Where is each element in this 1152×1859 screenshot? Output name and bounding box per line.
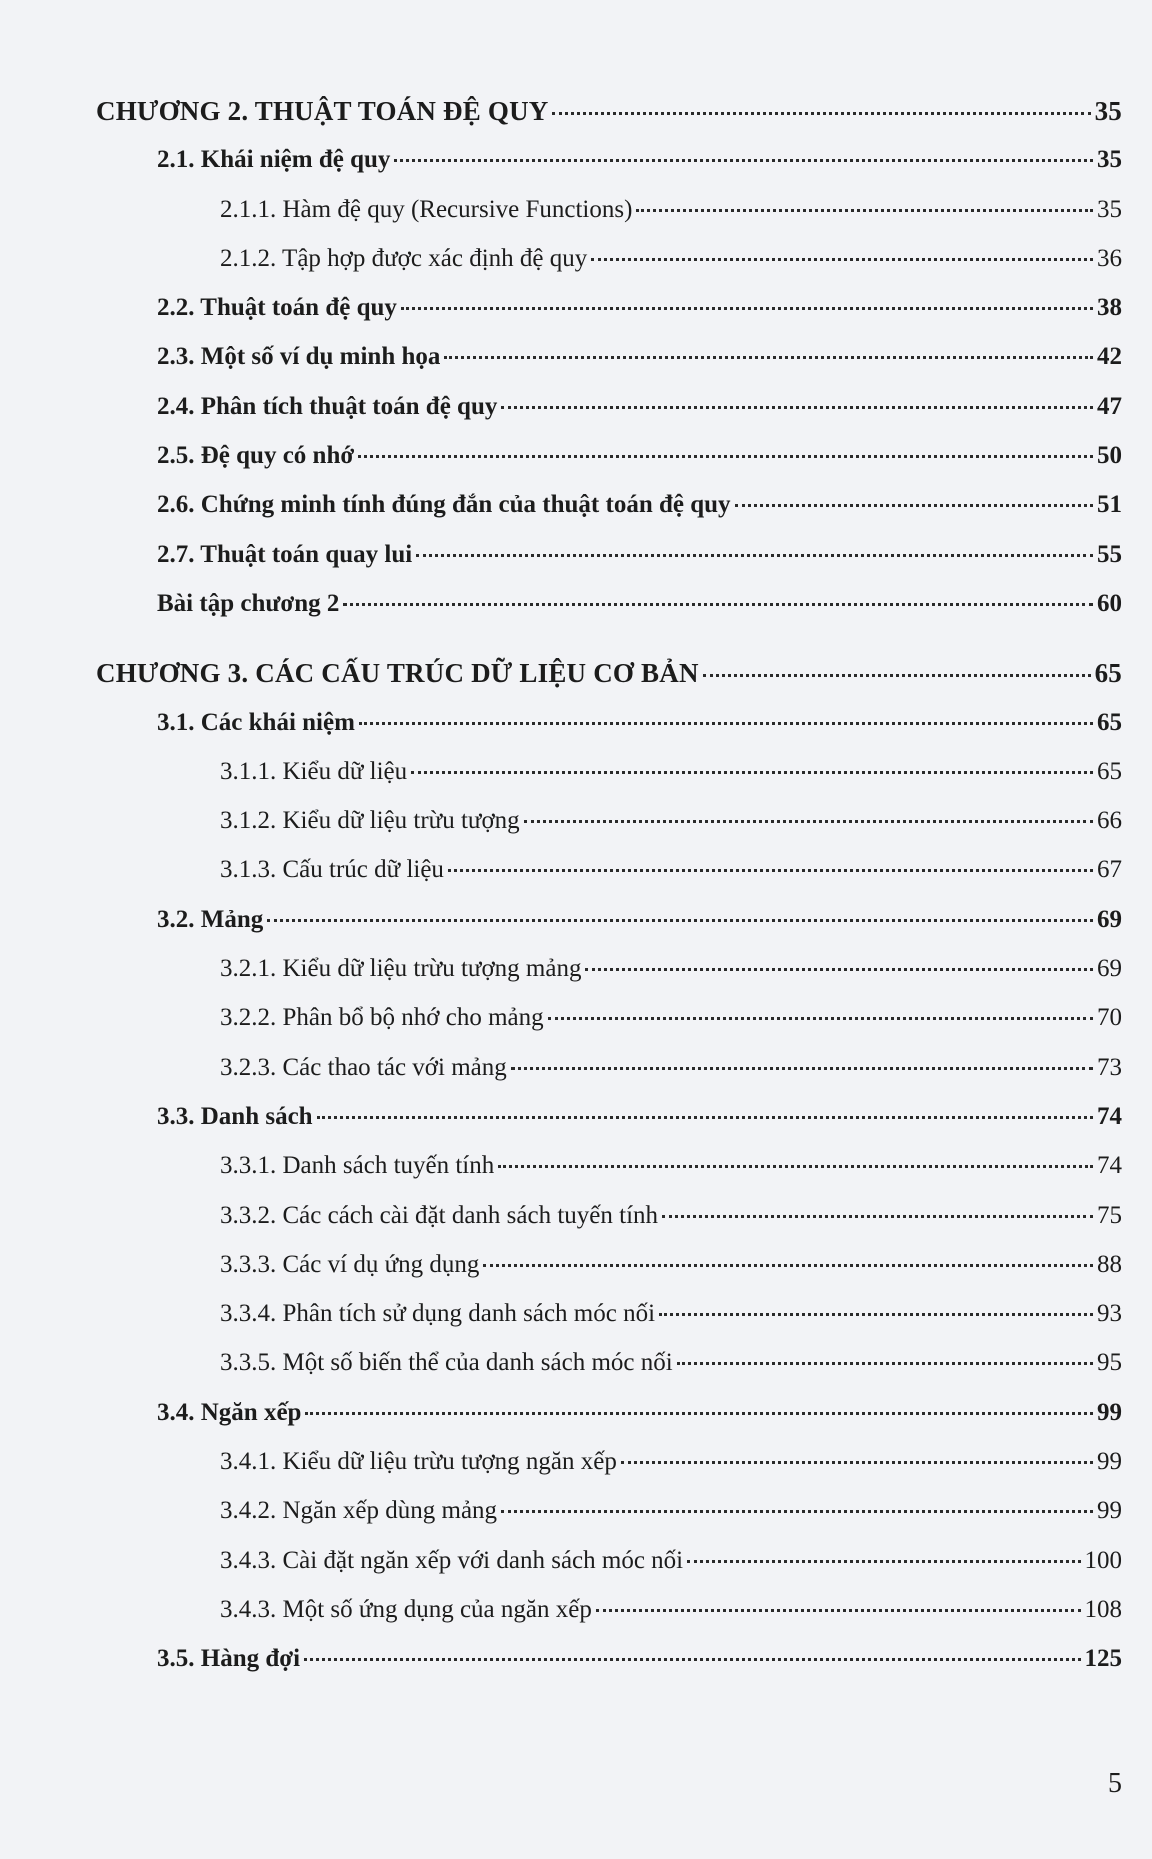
dot-leader [511,1067,1093,1070]
dot-leader [305,1412,1093,1415]
toc-entry-title: 3.3.4. Phân tích sử dụng danh sách móc nối [220,1300,656,1328]
toc-entry-page: 47 [1097,392,1122,420]
toc-entry-subsection [0,1496,1152,1545]
toc-entry-section [0,342,1152,391]
toc-entry-title: 3.1.2. Kiểu dữ liệu trừu tượng [220,807,520,835]
dot-leader [687,1560,1080,1563]
dot-leader [591,258,1093,261]
dot-leader [267,919,1093,922]
dot-leader [501,1510,1093,1513]
toc-entry-title: CHƯƠNG 3. CÁC CẤU TRÚC DỮ LIỆU CƠ BẢN [96,658,699,689]
toc-entry-subsection [0,1003,1152,1052]
toc-entry-subsection [0,1595,1152,1644]
toc-entry-section [0,905,1152,954]
toc-entry-page: 35 [1097,146,1122,174]
toc-entry-section [0,1644,1152,1693]
toc-entry-page: 69 [1097,955,1122,983]
toc-entry-page: 66 [1097,807,1122,835]
dot-leader [501,406,1093,409]
dot-leader [304,1658,1080,1661]
toc-entry-page: 65 [1094,658,1122,689]
dot-leader [662,1215,1093,1218]
toc-entry-subsection [0,954,1152,1003]
toc-entry-section [0,293,1152,342]
toc-entry-section [0,708,1152,757]
toc-entry-title: 2.7. Thuật toán quay lui [157,540,413,568]
toc-entry-title: 3.2. Mảng [157,905,264,933]
toc-entry-title: 3.4.1. Kiểu dữ liệu trừu tượng ngăn xếp [220,1448,617,1476]
toc-entry-title: 3.1.1. Kiểu dữ liệu [220,757,408,785]
toc-entry-title: 3.3.1. Danh sách tuyến tính [220,1152,495,1180]
toc-entry-subsection [0,757,1152,806]
toc-entry-page: 73 [1097,1053,1122,1081]
toc-entry-title: 2.1.2. Tập hợp được xác định đệ quy [220,244,588,272]
toc-entry-page: 69 [1097,905,1122,933]
toc-entry-title: 2.1.1. Hàm đệ quy (Recursive Functions) [220,195,633,223]
toc-entry-page: 93 [1097,1300,1122,1328]
toc-entry-section [0,540,1152,589]
toc-entry-subsection [0,1053,1152,1102]
dot-leader [343,603,1093,606]
toc-entry-page: 51 [1097,491,1122,519]
toc-entry-title: 3.5. Hàng đợi [157,1645,301,1673]
toc-entry-title: 3.3. Danh sách [157,1102,313,1130]
toc-entry-page: 35 [1094,96,1122,126]
dot-leader [524,820,1093,823]
toc-entry-page: 55 [1097,540,1122,568]
dot-leader [448,869,1093,872]
toc-entry-page: 108 [1084,1595,1122,1623]
dot-leader [416,554,1093,557]
toc-entry-page: 60 [1097,589,1122,617]
toc-entry-subsection [0,1201,1152,1250]
dot-leader [359,722,1093,725]
toc-entry-page: 38 [1097,294,1122,322]
dot-leader [411,771,1093,774]
dot-leader [394,159,1093,162]
toc-entry-title: 3.2.3. Các thao tác với mảng [220,1053,507,1081]
toc-entry-page: 35 [1097,195,1122,223]
toc-entry-page: 88 [1097,1250,1122,1278]
toc-entry-title: 3.1.3. Cấu trúc dữ liệu [220,856,444,884]
toc-entry-page: 65 [1097,708,1122,736]
dot-leader [703,674,1091,677]
dot-leader [596,1609,1081,1612]
dot-leader [358,455,1093,458]
toc-entry-title: 2.4. Phân tích thuật toán đệ quy [157,392,498,420]
toc-entry-subsection [0,1348,1152,1397]
toc-entry-title: 3.1. Các khái niệm [157,708,355,736]
page-number: 5 [1108,1768,1122,1799]
dot-leader [621,1461,1093,1464]
toc-entry-page: 95 [1097,1349,1122,1377]
dot-leader [636,209,1093,212]
toc-entry-section [0,490,1152,539]
dot-leader [659,1313,1093,1316]
dot-leader [548,1017,1093,1020]
toc-entry-page: 36 [1097,244,1122,272]
toc-entry-page: 67 [1097,856,1122,884]
toc-entry-page: 75 [1097,1201,1122,1229]
toc-entry-page: 74 [1097,1102,1122,1130]
dot-leader [483,1264,1093,1267]
toc-entry-title: 3.3.5. Một số biến thể của danh sách móc nối [220,1349,673,1377]
toc-entry-subsection [0,806,1152,855]
toc-entry-chapter [0,658,1152,707]
dot-leader [585,968,1093,971]
toc-entry-title: 2.3. Một số ví dụ minh họa [157,343,441,371]
toc-entry-title: 3.4.3. Một số ứng dụng của ngăn xếp [220,1595,592,1623]
toc-entry-page: 99 [1097,1398,1122,1426]
toc-entry-title: 3.4.3. Cài đặt ngăn xếp với danh sách móc nối [220,1546,684,1574]
toc-entry-title: 2.5. Đệ quy có nhớ [157,442,355,470]
toc-entry-subsection [0,1546,1152,1595]
dot-leader [498,1165,1093,1168]
toc-entry-subsection [0,244,1152,293]
dot-leader [735,504,1093,507]
dot-leader [317,1116,1093,1119]
toc-entry-page: 100 [1084,1546,1122,1574]
dot-leader [552,112,1090,115]
dot-leader [401,307,1093,310]
toc-entry-title: 3.2.2. Phân bổ bộ nhớ cho mảng [220,1004,544,1032]
toc-entry-title: 3.4.2. Ngăn xếp dùng mảng [220,1497,498,1525]
toc-entry-section [0,1102,1152,1151]
toc-entry-page: 42 [1097,343,1122,371]
toc-entry-title: 3.3.3. Các ví dụ ứng dụng [220,1250,480,1278]
toc-entry-subsection [0,855,1152,904]
toc-entry-title: Bài tập chương 2 [157,589,340,617]
toc-entry-section [0,392,1152,441]
toc-entry-title: 3.4. Ngăn xếp [157,1398,302,1426]
toc-entry-section [0,145,1152,194]
toc-entry-page: 65 [1097,757,1122,785]
toc-entry-subsection [0,1250,1152,1299]
toc-entry-page: 125 [1084,1645,1122,1673]
table-of-contents [0,96,1152,1694]
toc-entry-chapter [0,96,1152,145]
toc-entry-section [0,1398,1152,1447]
toc-entry-title: 2.6. Chứng minh tính đúng đắn của thuật toán đệ quy [157,491,731,519]
dot-leader [677,1362,1093,1365]
toc-entry-title: 3.2.1. Kiểu dữ liệu trừu tượng mảng [220,955,582,983]
toc-entry-subsection [0,1151,1152,1200]
toc-entry-page: 74 [1097,1152,1122,1180]
toc-entry-subsection [0,1299,1152,1348]
dot-leader [444,356,1093,359]
toc-entry-section [0,589,1152,638]
toc-entry-title: 2.1. Khái niệm đệ quy [157,146,391,174]
toc-entry-page: 50 [1097,442,1122,470]
toc-entry-subsection [0,195,1152,244]
toc-entry-page: 99 [1097,1497,1122,1525]
toc-entry-page: 99 [1097,1448,1122,1476]
toc-entry-title: 3.3.2. Các cách cài đặt danh sách tuyến tính [220,1201,659,1229]
toc-entry-subsection [0,1447,1152,1496]
toc-entry-title: CHƯƠNG 2. THUẬT TOÁN ĐỆ QUY [96,96,549,126]
toc-entry-page: 70 [1097,1004,1122,1032]
toc-entry-title: 2.2. Thuật toán đệ quy [157,294,397,322]
toc-entry-section [0,441,1152,490]
